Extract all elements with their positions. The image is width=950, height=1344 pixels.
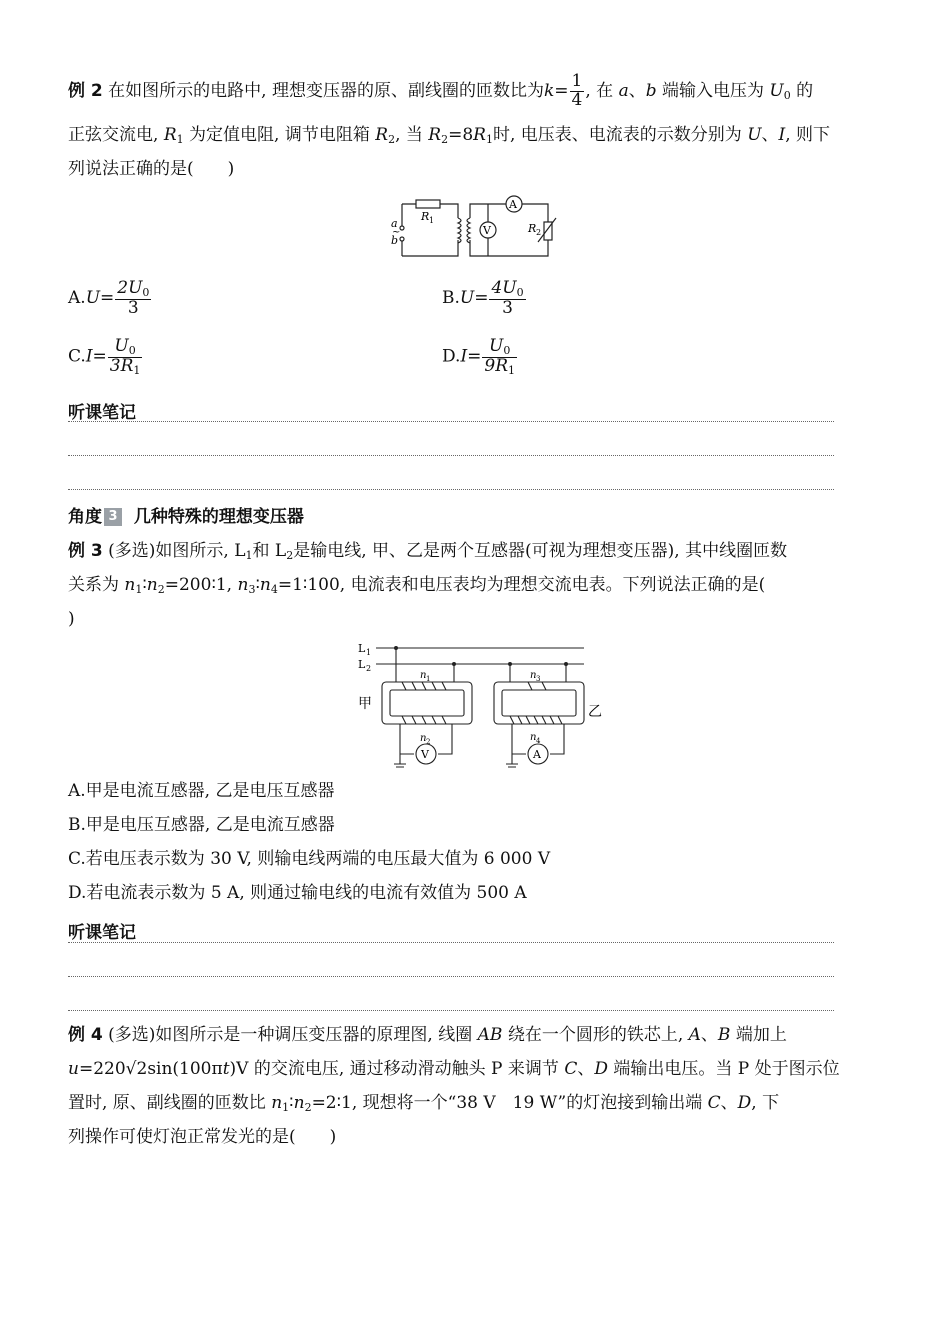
n1-sub: 1	[426, 675, 431, 683]
note-line[interactable]	[68, 455, 834, 456]
ex2-k: k=	[543, 81, 569, 101]
ex2-text: 列说法正确的是( )	[68, 159, 235, 179]
ex4-n: n	[271, 1093, 283, 1113]
opt-fraction	[108, 338, 143, 376]
jia-core-inner	[390, 690, 464, 716]
ex2-text: , 在	[585, 81, 614, 101]
opt-num	[489, 280, 525, 300]
opt-num	[115, 280, 151, 300]
ex4-C: C	[564, 1059, 578, 1079]
ex4-n: n	[293, 1093, 305, 1113]
example-2-stem	[68, 70, 880, 186]
L2-sub: 2	[366, 664, 372, 673]
ex2-a: a	[618, 81, 629, 101]
notes-title: 听课笔记	[68, 403, 136, 423]
opt-prefix: D.	[442, 346, 461, 367]
primary-coil	[458, 218, 461, 243]
opt-eq: =	[92, 346, 107, 367]
ex3-sub: 4	[270, 583, 278, 596]
ex4-line-4	[68, 1120, 880, 1154]
ex4-u: u	[68, 1059, 79, 1079]
opt-eq: =	[100, 288, 115, 309]
opt-var: U	[459, 288, 475, 309]
ex2-R1: R	[473, 125, 486, 145]
opt-num-text: U	[489, 336, 504, 356]
ex2-text: , 当	[395, 125, 423, 145]
ex2-sub: 1	[485, 133, 493, 146]
ex4-text: 端加上	[735, 1025, 787, 1045]
ex2-R1: R	[163, 125, 177, 145]
opt-eq: =	[474, 288, 489, 309]
ex4-D: D	[594, 1059, 608, 1079]
ex4-sqrt: √2	[125, 1059, 148, 1079]
jia-n2-coil	[402, 716, 446, 724]
opt-sub: 1	[508, 363, 516, 377]
ex3-text: )	[68, 609, 75, 629]
R1-label: R	[421, 210, 430, 223]
ex3-colon: ∶	[142, 575, 147, 595]
opt-prefix: A.	[68, 288, 86, 309]
ex2-sub: 1	[176, 133, 184, 146]
ex3-line-2	[68, 568, 880, 602]
yi-core-inner	[502, 690, 576, 716]
n3-label: n	[530, 670, 537, 681]
yi-label: 乙	[588, 704, 602, 720]
R2-sub: 2	[536, 228, 542, 237]
ex4-line-2	[68, 1052, 880, 1086]
opt-den: 3	[127, 297, 139, 318]
opt-eq: =	[467, 346, 482, 367]
ex4-t: t	[222, 1059, 230, 1079]
ammeter-label: A	[533, 748, 541, 761]
ex2-R2: R	[375, 125, 389, 145]
ex2-U: U	[747, 125, 762, 145]
jia-label: 甲	[358, 696, 372, 712]
opt-fraction	[115, 280, 151, 317]
ex2-line-1	[68, 70, 880, 112]
ex4-line-1	[68, 1018, 880, 1052]
section-heading	[68, 500, 880, 534]
opt-den-text: 3R	[109, 355, 134, 376]
n1-label: n	[420, 670, 427, 681]
opt-var: U	[85, 288, 101, 309]
transmission-lines	[376, 648, 584, 664]
ex3-line-3	[68, 602, 880, 636]
ex3-notes	[68, 918, 834, 943]
opt-den-text: 9R	[484, 355, 509, 376]
ex4-sep: 、	[700, 1025, 718, 1045]
opt-sub: 1	[133, 363, 141, 377]
ex3-sub: 3	[248, 583, 256, 596]
ex3-text: 和 L	[252, 541, 287, 561]
jia-core-outer	[382, 682, 472, 724]
ex2-k-den: 4	[571, 90, 583, 110]
ex2-option-A	[68, 280, 152, 317]
ex2-line-2	[68, 118, 880, 152]
ex2-sub: 2	[388, 133, 396, 146]
ex4-C: C	[707, 1093, 721, 1113]
ex3-sub: 2	[286, 549, 294, 562]
ex2-text: =8	[448, 125, 474, 145]
terminal-b: b	[391, 234, 399, 247]
ex2-option-B	[442, 280, 527, 317]
ex4-sub: 1	[282, 1101, 290, 1114]
ex4-colon: ∶	[289, 1093, 294, 1113]
ex4-AB: AB	[477, 1025, 503, 1045]
ex4-text: )V 的交流电压, 通过移动滑动触头 P 来调节	[229, 1059, 559, 1079]
ex2-option-D	[442, 338, 518, 376]
section-title: 几种特殊的理想变压器	[133, 507, 304, 527]
ex4-sep: 、	[577, 1059, 595, 1079]
ex2-circuit-figure	[388, 192, 558, 266]
n4-sub: 4	[536, 737, 541, 745]
ex3-text: 是输电线, 甲、乙是两个互感器(可视为理想变压器), 其中线圈匝数	[293, 541, 788, 561]
ex4-text: 绕在一个圆形的铁芯上,	[507, 1025, 684, 1045]
opt-den: 3	[502, 297, 513, 318]
ex2-U0: U	[769, 81, 784, 101]
ex4-line-3	[68, 1086, 880, 1120]
opt-den	[108, 355, 143, 377]
opt-sub: 0	[128, 344, 136, 357]
ex3-option-C: C.若电压表示数为 30 V, 则输电线两端的电压最大值为 6 000 V	[68, 849, 551, 869]
opt-den	[482, 355, 517, 377]
ex3-n: n	[124, 575, 136, 595]
opt-sub: 0	[142, 286, 150, 299]
ex4-text: =2∶1, 现想将一个“38 V 19 W”的灯泡接到输出端	[311, 1093, 703, 1113]
note-line[interactable]	[68, 421, 834, 422]
ex4-sub: 2	[304, 1101, 312, 1114]
jia-n1-coil	[402, 682, 446, 690]
ex4-text: 列操作可使灯泡正常发光的是( )	[68, 1127, 337, 1147]
opt-sub: 0	[503, 344, 511, 357]
ex2-k-num: 1	[571, 71, 583, 92]
ex3-sub: 2	[157, 583, 165, 596]
note-line[interactable]	[68, 1010, 834, 1011]
opt-var: I	[460, 346, 468, 367]
ex4-text: sin(100π	[147, 1059, 223, 1079]
ex4-text: =220	[78, 1059, 126, 1079]
ex2-text: 在如图所示的电路中, 理想变压器的原、副线圈的匝数比为	[108, 81, 544, 101]
opt-fraction	[489, 280, 525, 317]
ex3-transformer-figure	[352, 636, 608, 772]
example-4-stem	[68, 1018, 880, 1154]
ex3-label: 例 3	[68, 541, 103, 561]
opt-prefix: B.	[442, 288, 460, 309]
ex3-options	[68, 774, 880, 910]
section-line	[68, 500, 880, 534]
voltmeter-label: V	[483, 224, 491, 237]
ex4-text: (多选)如图所示是一种调压变压器的原理图, 线圈	[108, 1025, 473, 1045]
opt-sub: 0	[516, 286, 524, 299]
opt-var: I	[85, 346, 93, 367]
ex3-text: =1∶100, 电流表和电压表均为理想交流电表。下列说法正确的是(	[277, 575, 766, 595]
R2-label: R	[528, 222, 537, 235]
ex2-label: 例 2	[68, 81, 103, 101]
ex4-D: D	[737, 1093, 752, 1113]
ex2-text: , 则下	[785, 125, 831, 145]
ex3-option-B: B.甲是电压互感器, 乙是电流互感器	[68, 815, 335, 835]
opt-num-text: 2U	[117, 278, 143, 298]
ex3-sub: 1	[135, 583, 143, 596]
ex3-text: =200∶1,	[164, 575, 233, 595]
section-number-badge: 3	[104, 508, 122, 526]
ex2-k-fraction	[570, 73, 585, 110]
ex3-n: n	[259, 575, 271, 595]
ex3-colon: ∶	[255, 575, 260, 595]
ex2-notes	[68, 398, 834, 423]
ammeter-label: A	[509, 198, 517, 211]
ex3-n: n	[237, 575, 249, 595]
R1-resistor	[416, 200, 440, 208]
ex2-line-3	[68, 152, 880, 186]
ex2-text: 正弦交流电,	[68, 125, 159, 145]
L1-label: L	[358, 642, 366, 655]
ex2-option-C	[68, 338, 143, 376]
secondary-coil	[467, 218, 470, 243]
wire	[402, 240, 458, 256]
yi-n4-coil	[510, 716, 562, 724]
ex2-sub: 0	[783, 89, 791, 102]
ex2-text: 时, 电压表、电流表的示数分别为	[492, 125, 742, 145]
n2-sub: 2	[426, 738, 431, 746]
ex4-label: 例 4	[68, 1025, 103, 1045]
ex3-text: 关系为	[68, 575, 119, 595]
notes-title: 听课笔记	[68, 923, 136, 943]
ex4-text: 置时, 原、副线圈的匝数比	[68, 1093, 266, 1113]
voltmeter-label: V	[421, 748, 429, 761]
ex3-sub: 1	[245, 549, 253, 562]
n4-label: n	[530, 732, 537, 743]
opt-num-text: U	[114, 336, 129, 356]
R1-sub: 1	[429, 216, 435, 225]
yi-n3-coil	[528, 682, 546, 690]
ex3-option-A: A.甲是电流互感器, 乙是电压互感器	[68, 781, 335, 801]
opt-prefix: C.	[68, 346, 86, 367]
ex2-I: I	[778, 125, 786, 145]
ex4-B: B	[717, 1025, 731, 1045]
terminal-a: a	[391, 217, 398, 230]
ex3-n: n	[146, 575, 158, 595]
ex4-text: 端输出电压。当 P 处于图示位	[613, 1059, 840, 1079]
ex3-text: (多选)如图所示, L	[108, 541, 246, 561]
ex2-text: 为定值电阻, 调节电阻箱	[189, 125, 370, 145]
L1-sub: 1	[366, 648, 372, 657]
ex3-line-1	[68, 534, 880, 568]
ex2-sep: 、	[628, 81, 646, 101]
ex2-text: 端输入电压为	[662, 81, 764, 101]
opt-fraction	[482, 338, 517, 376]
yi-core-outer	[494, 682, 584, 724]
section-label: 角度	[68, 507, 102, 527]
ex4-text: , 下	[751, 1093, 780, 1113]
ex4-sep: 、	[720, 1093, 738, 1113]
ex2-sub: 2	[441, 133, 449, 146]
ex2-R2: R	[428, 125, 442, 145]
ex4-A: A	[688, 1025, 701, 1045]
ac-symbol: ~	[392, 227, 401, 238]
ex3-option-D: D.若电流表示数为 5 A, 则通过输电线的电流有效值为 500 A	[68, 883, 527, 903]
L2-label: L	[358, 658, 366, 671]
ex2-text: 的	[796, 81, 814, 101]
ex2-text: 、	[761, 125, 779, 145]
opt-num-text: 4U	[491, 278, 517, 298]
example-3-stem	[68, 534, 880, 636]
note-line[interactable]	[68, 976, 834, 977]
n2-label: n	[420, 733, 427, 744]
note-line[interactable]	[68, 942, 834, 943]
ex2-b: b	[645, 81, 657, 101]
n3-sub: 3	[536, 675, 541, 683]
note-line[interactable]	[68, 489, 834, 490]
